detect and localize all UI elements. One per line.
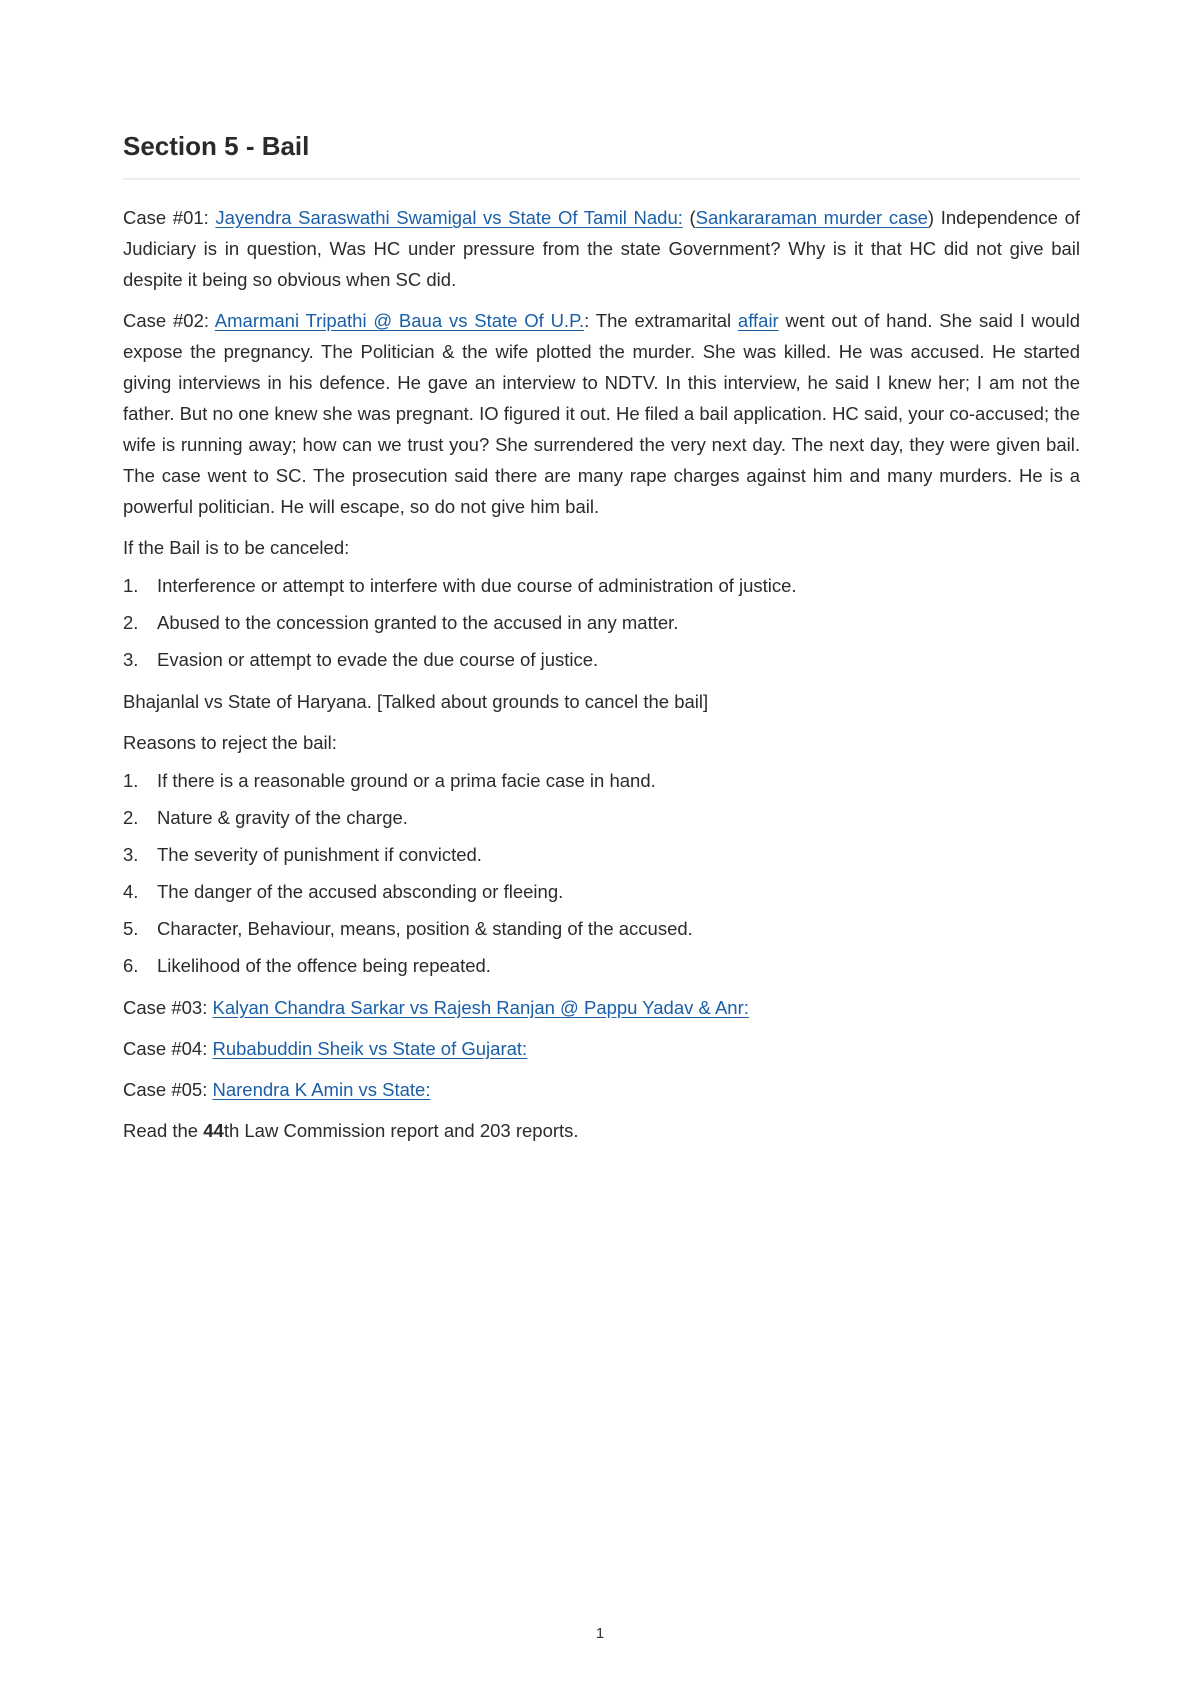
case-02-text-1: The extramarital <box>595 309 732 331</box>
reject-intro: Reasons to reject the bail: <box>123 731 337 753</box>
case-02-text-2: went out of hand. She said I would expose the pregnancy. The Politician & the wife plotted the murder. She was killed. He was accused. He started giving interviews in his defence. He gave an interview to NDTV. In this interview, he said I knew her; I am not the father. But no one knew she was pregnant. IO figured it out. He filed a bail application. HC said, your co-accused; the wife is running away; how can we trust you? She surrendered the very next day. The next day, they were given bail. The case went to SC. The prosecution said there are many rape charges against him and many murders. He is a powerful politician. He will escape, so do not give him bail. <box>123 309 1080 517</box>
list-item: 5. Character, Behaviour, means, position & standing of the accused. <box>123 917 693 939</box>
case-01-paren-link[interactable]: Sankararaman murder case <box>695 206 928 228</box>
case-03-paragraph <box>123 992 1080 1023</box>
case-03-label: Case #03: <box>123 996 208 1018</box>
list-item: 4. The danger of the accused absconding or fleeing. <box>123 880 564 902</box>
case-02-link[interactable]: Amarmani Tripathi @ Baua vs State Of U.P. <box>214 309 585 331</box>
bhajanlal-paragraph: Bhajanlal vs State of Haryana. [Talked about grounds to cancel the bail] <box>123 690 709 712</box>
case-01-paren-close: ) <box>927 206 935 228</box>
document-page <box>123 120 1080 1156</box>
case-01-text: Independence of Judiciary is in question, Was HC under pressure from the state Government? Why is it that HC did not give bail despite it being so obvious when SC did. <box>123 206 1080 290</box>
case-03-link[interactable]: Kalyan Chandra Sarkar vs Rajesh Ranjan @ Pappu Yadav & Anr: <box>212 996 749 1018</box>
list-item: 3. Evasion or attempt to evade the due course of justice. <box>123 648 599 670</box>
page-number: 1 <box>595 1625 605 1642</box>
case-02-affair-link[interactable]: affair <box>737 309 779 331</box>
closing-pre: Read the <box>123 1119 199 1141</box>
case-01-paren-open: ( <box>689 206 696 228</box>
list-item: 1. If there is a reasonable ground or a prima facie case in hand. <box>123 769 656 791</box>
list-item: 1. Interference or attempt to interfere with due course of administration of justice. <box>123 574 797 596</box>
case-02-paragraph: Case #02: Amarmani Tripathi @ Baua vs State Of U.P.: The extramarital affair went out of hand. She said I would expose the pregnancy. The Politician & the wife plotted the murder. She was killed. He was accused. He started giving interviews in his defence. He gave an interview to NDTV. In this interview, he said I knew her; I am not the father. But no one knew she was pregnant. IO figured it out. He filed a bail application. HC said, your co-accused; the wife is running away; how can we trust you? She surrendered the very next day. The next day, they were given bail. The case went to SC. The prosecution said there are many rape charges against him and many murders. He is a powerful politician. He will escape, so do not give him bail. <box>123 309 1080 517</box>
case-01-link[interactable]: Jayendra Saraswathi Swamigal vs State Of Tamil Nadu: <box>215 206 683 228</box>
case-02-label: Case #02: <box>123 309 209 331</box>
case-04-paragraph <box>123 1033 1080 1064</box>
reject-list <box>123 768 1080 978</box>
title-divider <box>123 178 1080 180</box>
case-04-link[interactable]: Rubabuddin Sheik vs State of Gujarat: <box>212 1037 528 1059</box>
case-05-label: Case #05: <box>123 1078 208 1100</box>
case-04-label: Case #04: <box>123 1037 208 1059</box>
case-05-paragraph <box>123 1074 1080 1105</box>
page-title: Section 5 - Bail <box>123 131 310 161</box>
case-01-label: Case #01: <box>123 206 209 228</box>
cancel-intro: If the Bail is to be canceled: <box>123 536 350 558</box>
case-05-link[interactable]: Narendra K Amin vs State: <box>212 1078 431 1100</box>
list-item: 2. Abused to the concession granted to the accused in any matter. <box>123 611 679 633</box>
closing-post: th Law Commission report and 203 reports. <box>223 1119 579 1141</box>
cancel-list <box>123 573 1080 672</box>
case-01-paragraph <box>123 202 1080 295</box>
closing-bold: 44 <box>203 1119 224 1141</box>
closing-paragraph <box>123 1115 1080 1146</box>
list-item: 3. The severity of punishment if convicted. <box>123 843 482 865</box>
list-item: 2. Nature & gravity of the charge. <box>123 806 408 828</box>
list-item: 6. Likelihood of the offence being repeated. <box>123 954 491 976</box>
